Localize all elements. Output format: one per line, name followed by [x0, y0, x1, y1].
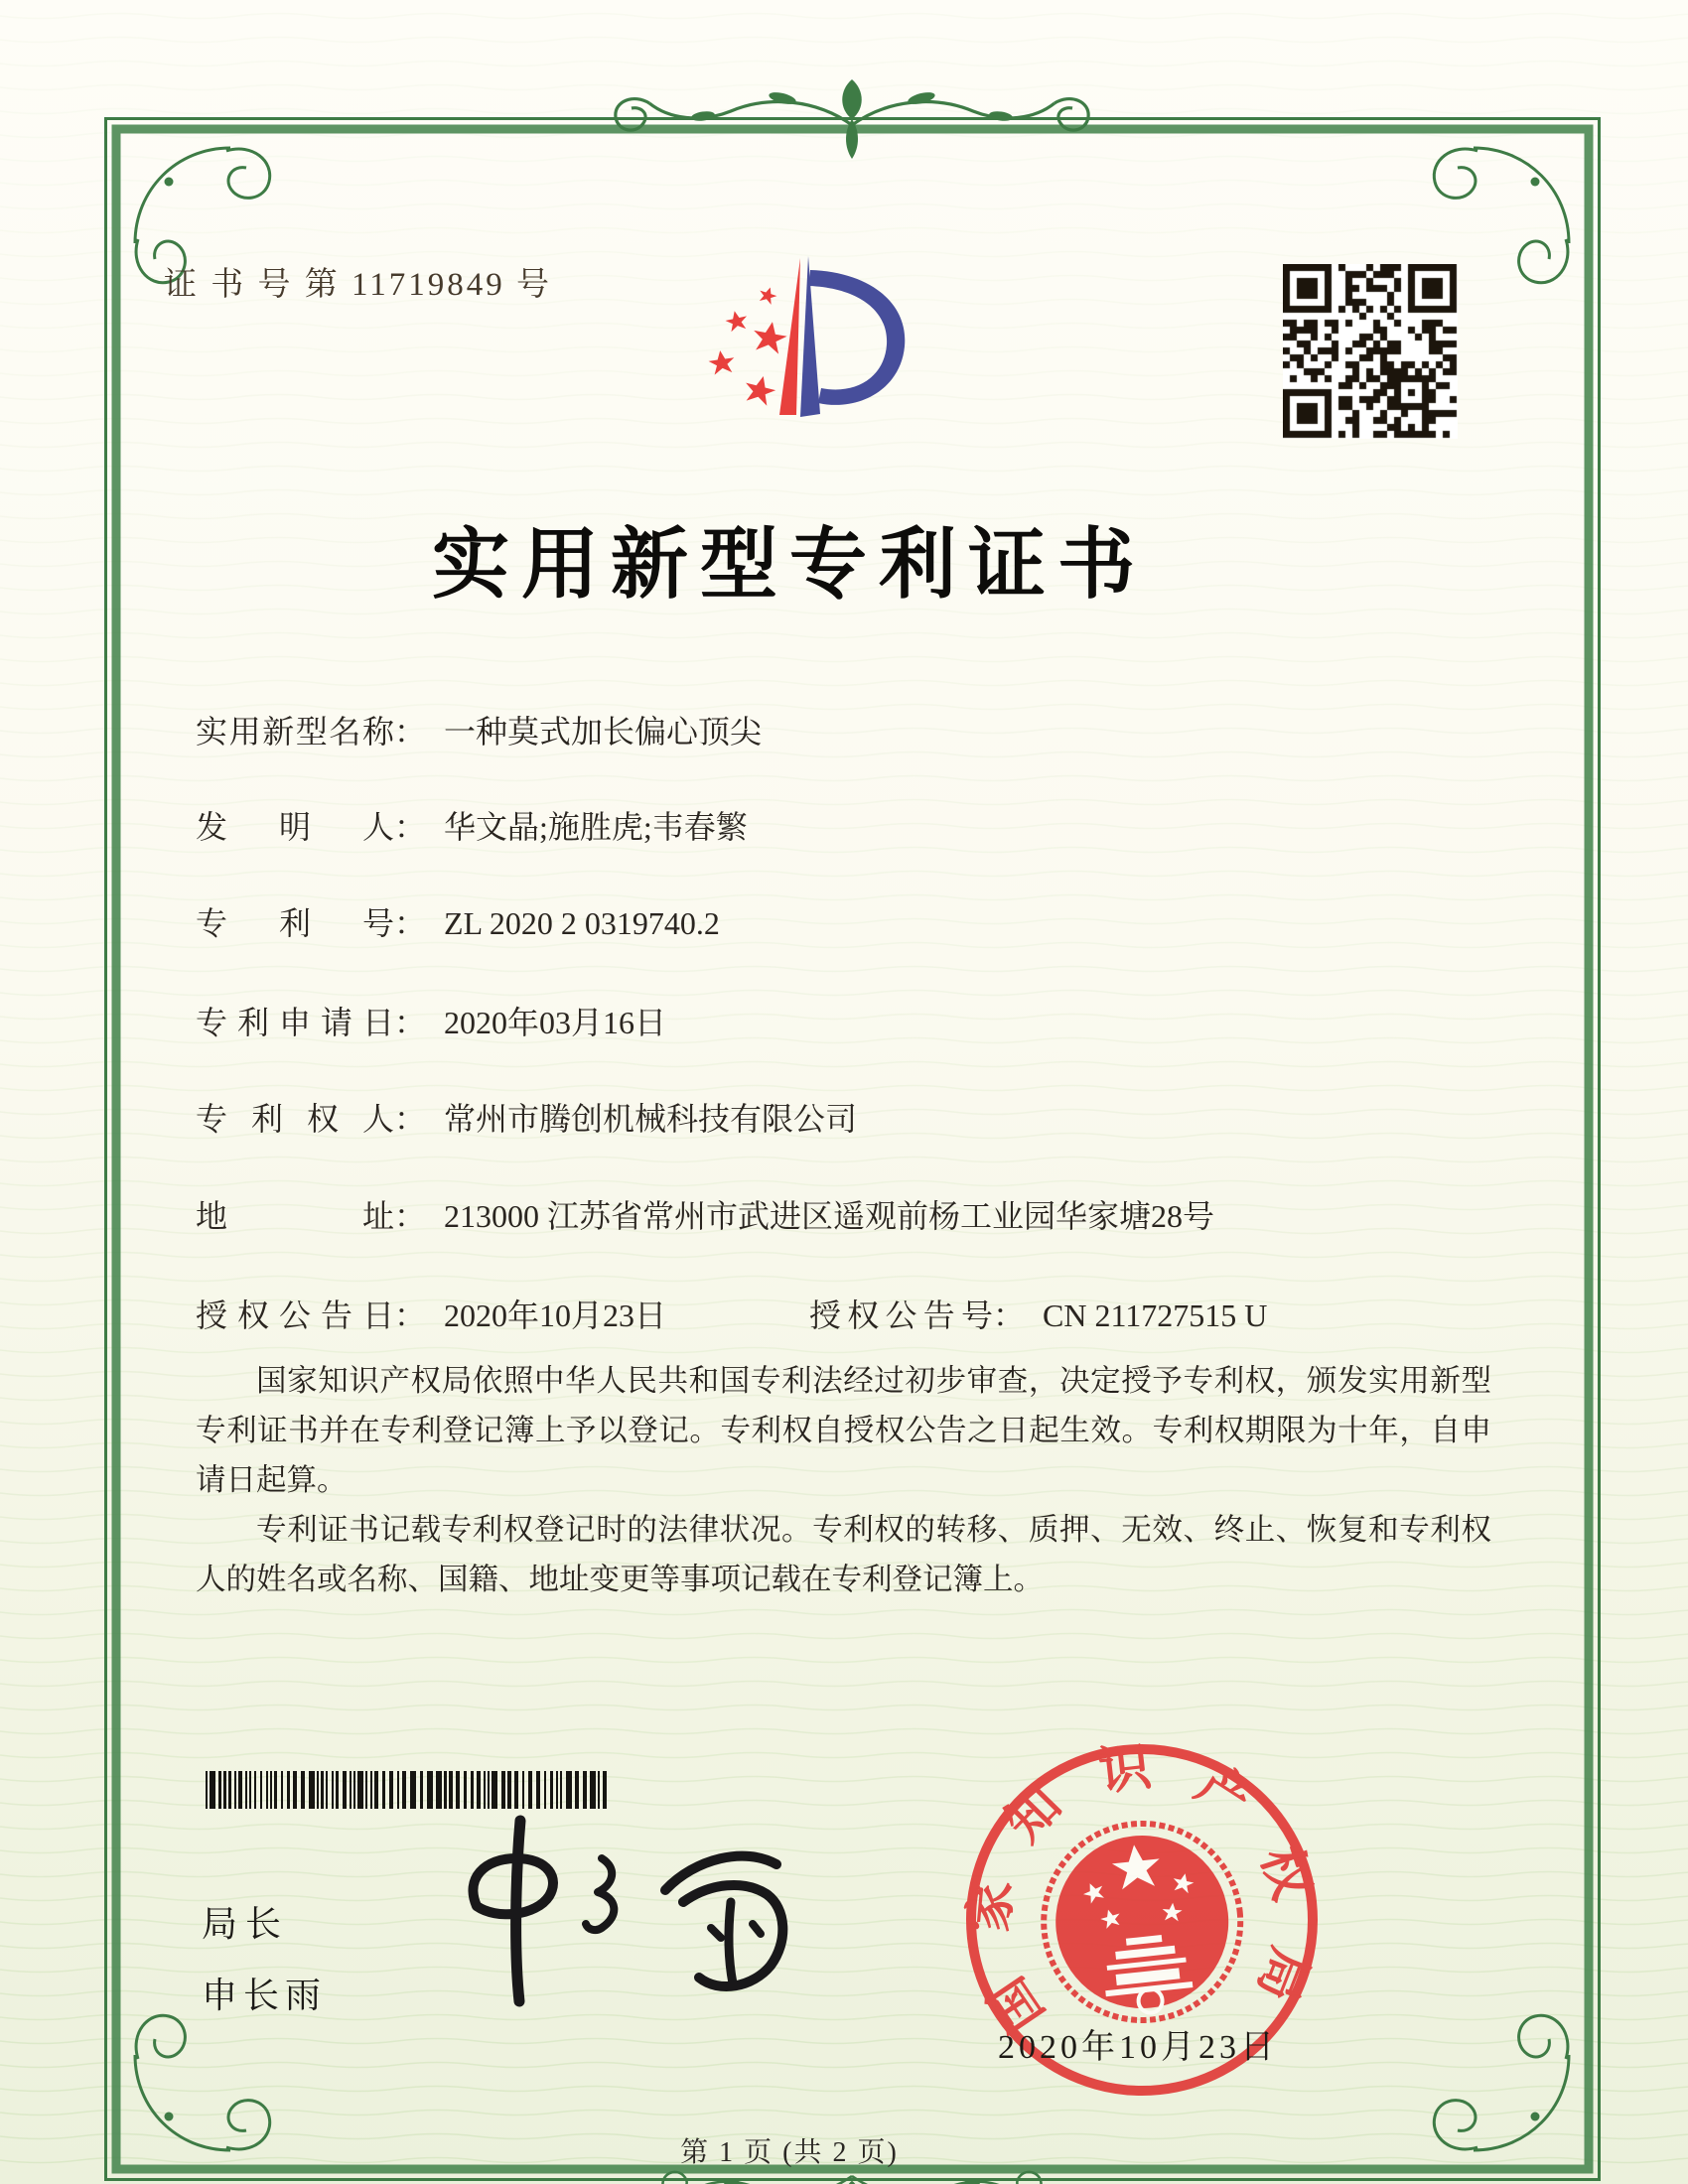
- national-emblem-icon: [1034, 1814, 1250, 2030]
- page-number: 第 1 页 (共 2 页): [680, 2137, 899, 2168]
- colon: ：: [394, 1005, 427, 1040]
- field-label: 地址: [196, 1198, 394, 1234]
- field-label: 专利权人: [196, 1101, 394, 1137]
- field-grant-number: [809, 1291, 1267, 1336]
- field-value: 常州市腾创机械科技有限公司: [444, 1101, 858, 1137]
- colon: ：: [993, 1297, 1026, 1333]
- field-value: ZL 2020 2 0319740.2: [444, 905, 720, 941]
- field-utility-model-name: [196, 707, 762, 752]
- legal-paragraph-2: 专利证书记载专利权登记时的法律状况。专利权的转移、质押、无效、终止、恢复和专利权人的姓名或名称、国籍、地址变更等事项记载在专利登记簿上。: [196, 1513, 1491, 1596]
- field-patentee: [196, 1094, 857, 1140]
- seal-ring-text: 国家知识产权局: [961, 1739, 1321, 2042]
- field-address: [196, 1191, 1214, 1237]
- cnipa-logo-icon: [680, 244, 938, 443]
- field-value: CN 211727515 U: [1043, 1297, 1268, 1333]
- field-label: 授权公告日: [196, 1297, 394, 1333]
- field-label: 专利号: [196, 905, 394, 941]
- field-grant-row: [196, 1291, 1268, 1336]
- director-signature-icon: [417, 1807, 834, 2020]
- officer-title: 局长: [202, 1904, 290, 1944]
- field-value: 华文晶;施胜虎;韦春繁: [444, 809, 748, 845]
- seal-date: 2020年10月23日: [998, 2029, 1278, 2066]
- barcode: [206, 1771, 619, 1809]
- colon: ：: [394, 809, 427, 845]
- colon: ：: [394, 1101, 427, 1137]
- field-label: 授权公告号: [809, 1297, 993, 1333]
- field-value: 2020年03月16日: [444, 1005, 667, 1040]
- colon: ：: [394, 1297, 427, 1333]
- field-label: 实用新型名称: [196, 714, 394, 750]
- officer-name: 申长雨: [202, 1976, 328, 2015]
- colon: ：: [394, 1198, 427, 1234]
- certificate-number: 证 书 号 第 11719849 号: [164, 267, 553, 303]
- field-value: 2020年10月23日: [444, 1297, 667, 1333]
- legal-paragraph-1: 国家知识产权局依照中华人民共和国专利法经过初步审查，决定授予专利权，颁发实用新型专利证书并在专利登记簿上予以登记。专利权自授权公告之日起生效。专利权期限为十年，自申请日起算。: [196, 1364, 1491, 1497]
- colon: ：: [394, 905, 427, 941]
- field-value: 一种莫式加长偏心顶尖: [444, 714, 763, 750]
- certificate-title: 实用新型专利证书: [431, 521, 1147, 608]
- field-label: 专利申请日: [196, 1005, 394, 1040]
- field-patent-number: [196, 898, 720, 944]
- legal-text: [196, 1356, 1491, 1604]
- field-inventors: [196, 802, 748, 848]
- field-label: 发明人: [196, 809, 394, 845]
- qr-code: [1283, 264, 1458, 439]
- colon: ：: [394, 714, 427, 750]
- field-value: 213000 江苏省常州市武进区遥观前杨工业园华家塘28号: [444, 1198, 1215, 1234]
- field-filing-date: [196, 998, 666, 1043]
